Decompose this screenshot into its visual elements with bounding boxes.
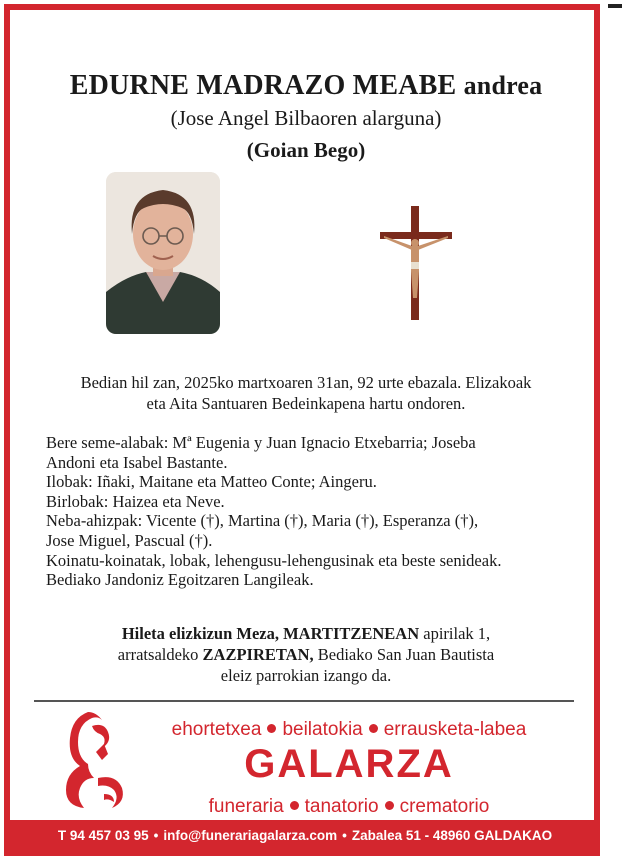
family-line: Neba-ahizpak: Vicente (†), Martina (†), Maria (†), Esperanza (†), bbox=[46, 511, 479, 531]
separator-dot-icon bbox=[369, 724, 378, 733]
intro-line: eta Aita Santuaren Bedeinkapena hartu ondoren. bbox=[146, 394, 466, 413]
funeral-details bbox=[40, 623, 572, 686]
crucifix-icon bbox=[378, 206, 454, 320]
brand-services-basque: ehortetxea beilatokia errausketa-labea bbox=[171, 719, 527, 740]
funeral-line: arratsaldeko ZAZPIRETAN, Bediako San Juan Bautista bbox=[117, 645, 495, 664]
family-line: Ilobak: Iñaki, Maitane eta Matteo Conte; Aingeru. bbox=[46, 472, 377, 492]
phone-number: T 94 457 03 95 bbox=[57, 827, 149, 843]
separator-dot-icon bbox=[290, 801, 299, 810]
family-line: Bediako Jandoniz Egoitzaren Langileak. bbox=[46, 570, 314, 590]
deceased-name: EDURNE MADRAZO MEABE andrea bbox=[69, 70, 543, 101]
portrait-photo bbox=[106, 172, 220, 334]
email-address: info@funerariagalarza.com bbox=[163, 827, 338, 843]
death-announcement bbox=[40, 372, 572, 414]
corner-mark bbox=[608, 4, 622, 8]
family-line: Andoni eta Isabel Bastante. bbox=[46, 452, 228, 472]
brand-services-spanish: funeraria tanatorio crematorio bbox=[208, 796, 490, 817]
name-suffix: andrea bbox=[463, 71, 543, 100]
separator-bullet: • bbox=[153, 827, 159, 843]
family-line: Jose Miguel, Pascual (†). bbox=[46, 530, 213, 550]
family-list bbox=[46, 433, 576, 590]
brand-name: GALARZA bbox=[244, 742, 454, 786]
funeral-line: Hileta elizkizun Meza, MARTITZENEAN apirilak 1, bbox=[121, 624, 491, 643]
family-line: Koinatu-koinatak, lobak, lehengusu-lehengusinak eta beste senideak. bbox=[46, 550, 502, 570]
separator-dot-icon bbox=[267, 724, 276, 733]
family-line: Birlobak: Haizea eta Neve. bbox=[46, 491, 225, 511]
street-address: Zabalea 51 - 48960 GALDAKAO bbox=[351, 827, 553, 843]
section-divider bbox=[34, 700, 574, 702]
funeral-line: eleiz parrokian izango da. bbox=[220, 666, 392, 685]
family-line: Bere seme-alabak: Mª Eugenia y Juan Ignacio Etxebarria; Joseba bbox=[46, 433, 476, 452]
spouse-line: (Jose Angel Bilbaoren alarguna) bbox=[170, 106, 442, 130]
rest-in-peace: (Goian Bego) bbox=[246, 138, 366, 162]
contact-bar bbox=[10, 820, 600, 850]
intro-line: Bedian hil zan, 2025ko martxoaren 31an, 92 urte ebazala. Elizakoak bbox=[80, 373, 532, 392]
separator-bullet: • bbox=[342, 827, 347, 843]
galarza-logo-icon bbox=[58, 708, 132, 812]
separator-dot-icon bbox=[385, 801, 394, 810]
